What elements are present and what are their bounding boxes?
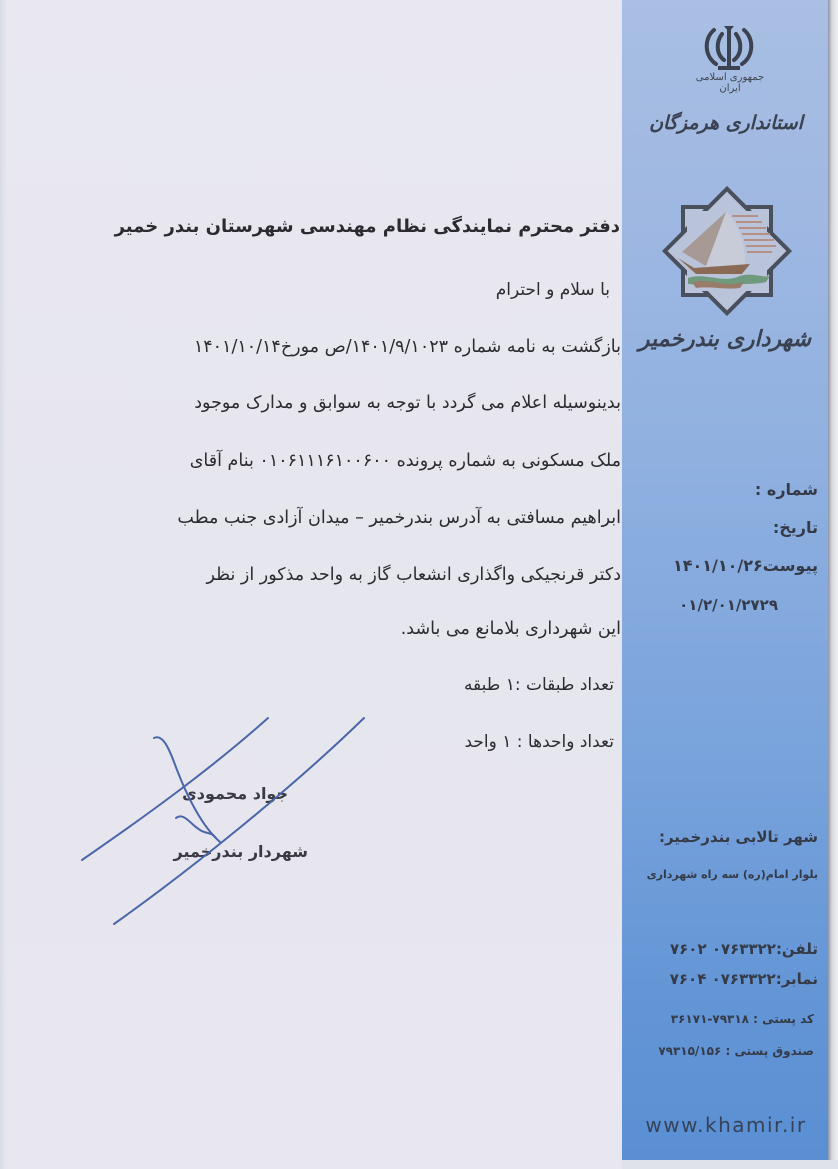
municipality-logo-icon <box>662 186 792 316</box>
unit-count: تعداد واحدها : ۱ واحد <box>464 732 614 752</box>
signer-name: جواد محمودی <box>182 784 288 803</box>
signer-title: شهردار بندرخمیر <box>173 842 308 861</box>
letter-number-label: شماره : <box>754 480 818 499</box>
page-left-edge <box>0 0 6 1169</box>
emblem-caption: جمهوری اسلامی ایران <box>695 72 765 94</box>
iran-emblem-icon <box>700 24 758 74</box>
municipality-title: شهرداری بندرخمیر <box>638 326 812 352</box>
page-bottom-edge <box>622 1160 838 1169</box>
contact-address: بلوار امام(ره) سه راه شهرداری <box>646 868 818 881</box>
province-title: استانداری هرمزگان <box>649 112 803 134</box>
reference-number: ۰۱/۲/۰۱/۲۷۲۹ <box>679 596 778 614</box>
floor-count: تعداد طبقات :۱ طبقه <box>463 675 614 695</box>
body-line: بازگشت به نامه شماره ۱۴۰۱/۹/۱۰۲۳/ص مورخ۱۴۰۱/۱۰/۱۴ <box>193 337 621 357</box>
recipient: دفتر محترم نمایندگی نظام مهندسی شهرستان بندر خمیر <box>114 216 620 237</box>
website-link[interactable]: www.khamir.ir <box>645 1113 807 1137</box>
body-line: ابراهیم مسافتی به آدرس بندرخمیر – میدان آزادی جنب مطب <box>177 508 621 528</box>
contact-postal-code: کد پستی : ۷۹۳۱۸-۳۶۱۷۱ <box>670 1012 814 1026</box>
letter-date-label: تاریخ: <box>772 518 818 537</box>
greeting: با سلام و احترام <box>495 280 610 300</box>
body-line: ملک مسکونی به شماره پرونده ۰۱۰۶۱۱۱۶۱۰۰۶۰۰ بنام آقای <box>189 451 621 471</box>
contact-fax: نمابر:۰۷۶۳۳۲۲ ۷۶۰۴ <box>669 970 818 988</box>
contact-po-box: صندوق پستی : ۷۹۳۱۵/۱۵۶ <box>658 1044 814 1058</box>
contact-city: شهر تالابی بندرخمیر: <box>658 828 818 846</box>
body-line: دکتر قرنجیکی واگذاری انشعاب گاز به واحد مذکور از نظر <box>206 565 621 585</box>
body-line: این شهرداری بلامانع می باشد. <box>400 619 621 639</box>
body-line: بدینوسیله اعلام می گردد با توجه به سوابق و مدارک موجود <box>194 393 621 413</box>
page-right-edge <box>828 0 838 1169</box>
attachment-date: پیوست۱۴۰۱/۱۰/۲۶ <box>672 556 818 575</box>
contact-phone: تلفن:۰۷۶۳۳۲۲ ۷۶۰۲ <box>669 940 818 958</box>
